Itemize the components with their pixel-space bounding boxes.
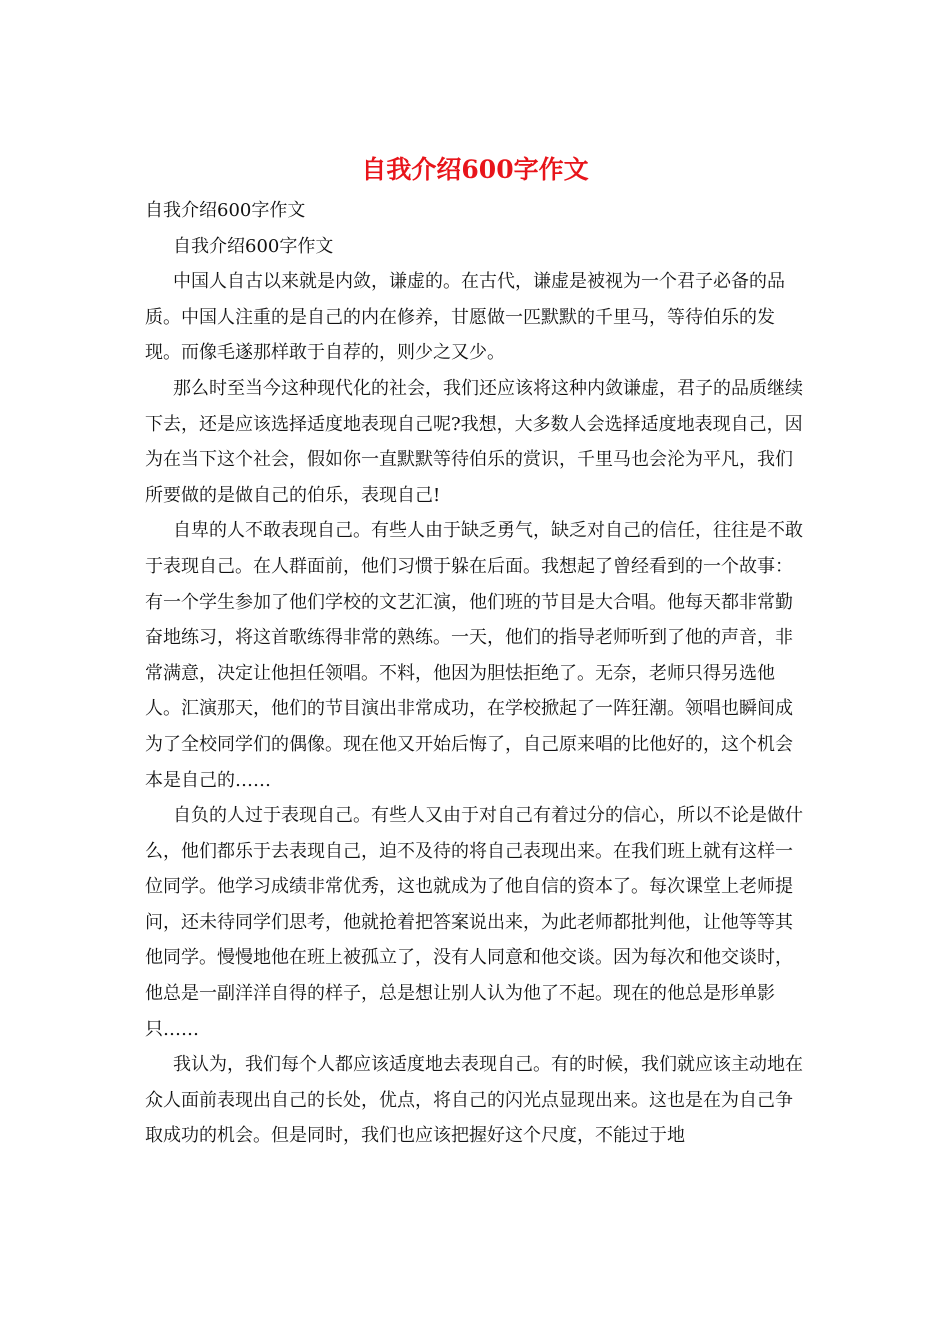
paragraph-2: 那么时至当今这种现代化的社会，我们还应该将这种内敛谦虚，君子的品质继续下去，还是应该选择适度地表现自己呢?我想，大多数人会选择适度地表现自己，因为在当下这个社会，假如你一直默默等待伯乐的赏识，千里马也会沦为平凡，我们所要做的是做自己的伯乐，表现自己! bbox=[145, 377, 803, 506]
paragraph-heading: 自我介绍600字作文 bbox=[173, 235, 334, 257]
paragraph-5: 我认为，我们每个人都应该适度地去表现自己。有的时候，我们就应该主动地在众人面前表现出自己的长处，优点，将自己的闪光点显现出来。这也是在为自己争取成功的机会。但是同时，我们也应该把握好这个尺度，不能过于地 bbox=[145, 1054, 803, 1147]
document-title: 自我介绍600字作文 bbox=[361, 155, 589, 184]
paragraph-1: 中国人自古以来就是内敛，谦虚的。在古代，谦虚是被视为一个君子必备的品质。中国人注重的是自己的内在修养，甘愿做一匹默默的千里马，等待伯乐的发现。而像毛遂那样敢于自荐的，则少之又少。 bbox=[145, 271, 785, 364]
paragraph-3: 自卑的人不敢表现自己。有些人由于缺乏勇气，缺乏对自己的信任，往往是不敢于表现自己。在人群面前，他们习惯于躲在后面。我想起了曾经看到的一个故事：有一个学生参加了他们学校的文艺汇演，他们班的节目是大合唱。他每天都非常勤奋地练习，将这首歌练得非常的熟练。一天，他们的指导老师听到了他的声音，非常满意，决定让他担任领唱。不料，他因为胆怯拒绝了。无奈，老师只得另选他人。汇演那天，他们的节目演出非常成功，在学校掀起了一阵狂潮。领唱也瞬间成为了全校同学们的偶像。现在他又开始后悔了，自己原来唱的比他好的，这个机会本是自己的…… bbox=[145, 520, 803, 791]
document-body bbox=[145, 193, 807, 1154]
document-subtitle: 自我介绍600字作文 bbox=[145, 200, 306, 221]
paragraph-4: 自负的人过于表现自己。有些人又由于对自己有着过分的信心，所以不论是做什么，他们都乐于去表现自己，迫不及待的将自己表现出来。在我们班上就有这样一位同学。他学习成绩非常优秀，这也就成为了他自信的资本了。每次课堂上老师提问，还未待同学们思考，他就抢着把答案说出来，为此老师都批判他，让他等等其他同学。慢慢地他在班上被孤立了，没有人同意和他交谈。因为每次和他交谈时，他总是一副洋洋自得的样子，总是想让别人认为他了不起。现在的他总是形单影只…… bbox=[145, 805, 803, 1040]
